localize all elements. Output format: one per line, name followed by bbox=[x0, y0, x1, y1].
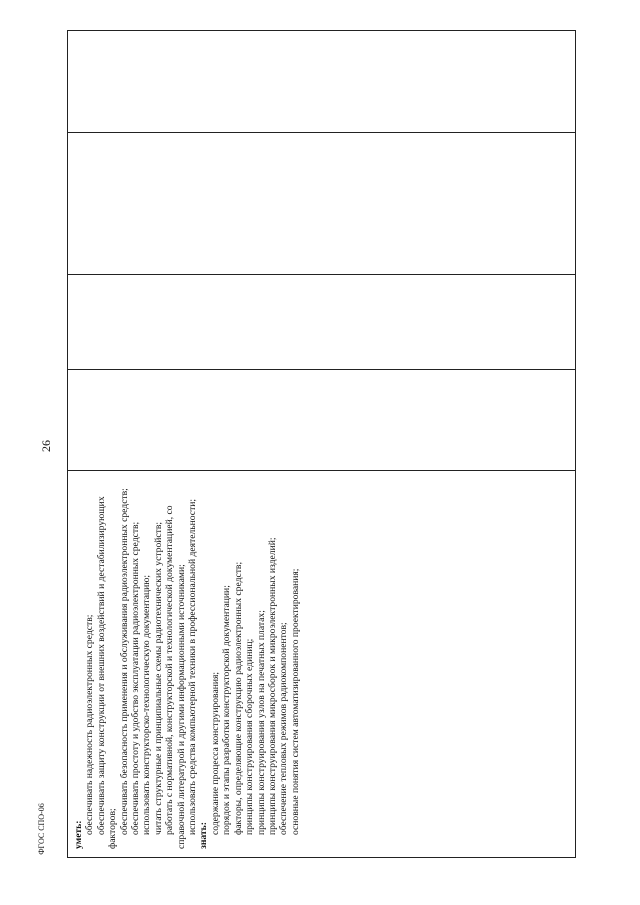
umet-heading: уметь: bbox=[73, 820, 84, 849]
list-item: обеспечивать простоту и удобство эксплуатации радиоэлектронных средств; bbox=[130, 521, 142, 835]
list-item: обеспечивать безопасность применения и обслуживания радиоэлектронных средств; bbox=[118, 488, 130, 835]
list-item: порядок и этапы разработки конструкторской документации; bbox=[221, 585, 233, 835]
table-row-divider bbox=[68, 369, 575, 370]
list-item: обеспечивать защиту конструкции от внешних воздействий и дестабилизирующих факторов; bbox=[95, 496, 119, 849]
list-item: обеспечение тепловых режимов радиокомпонентов; bbox=[278, 622, 290, 835]
list-item: принципы конструирования микросборок и микроэлектронных изделий; bbox=[266, 537, 278, 835]
znat-heading: знать: bbox=[198, 822, 210, 849]
list-item: читать структурные и принципиальные схемы радиотехнических устройств; bbox=[152, 521, 164, 835]
list-item: содержание процесса конструирования; bbox=[209, 671, 221, 835]
list-item: принципы конструирования сборочных единиц; bbox=[244, 638, 256, 835]
skills-knowledge-cell bbox=[68, 470, 574, 857]
table-row-divider bbox=[68, 274, 575, 275]
list-item: использовать конструкторско-технологическую документацию; bbox=[141, 574, 153, 835]
table-row-divider bbox=[68, 132, 575, 133]
skills-knowledge-text bbox=[68, 470, 574, 857]
list-item: факторы, определяющие конструкцию радиоэлектронных средств; bbox=[232, 561, 244, 835]
footer-document-code: ФГОС СПО-06 bbox=[37, 803, 46, 855]
list-item: обеспечивать надежность радиоэлектронных средств; bbox=[84, 614, 96, 835]
page-number: 26 bbox=[39, 440, 53, 452]
list-item: основные понятия систем автоматизированного проектирования; bbox=[289, 568, 301, 835]
list-item: принципы конструирования узлов на печатных платах; bbox=[255, 610, 267, 835]
list-item: работать с нормативной, конструкторской и технологической документацией, со справочной литературой и другими информационными источниками; bbox=[164, 505, 187, 849]
list-item: использовать средства компьютерной техники в профессиональной деятельности; bbox=[187, 498, 199, 835]
